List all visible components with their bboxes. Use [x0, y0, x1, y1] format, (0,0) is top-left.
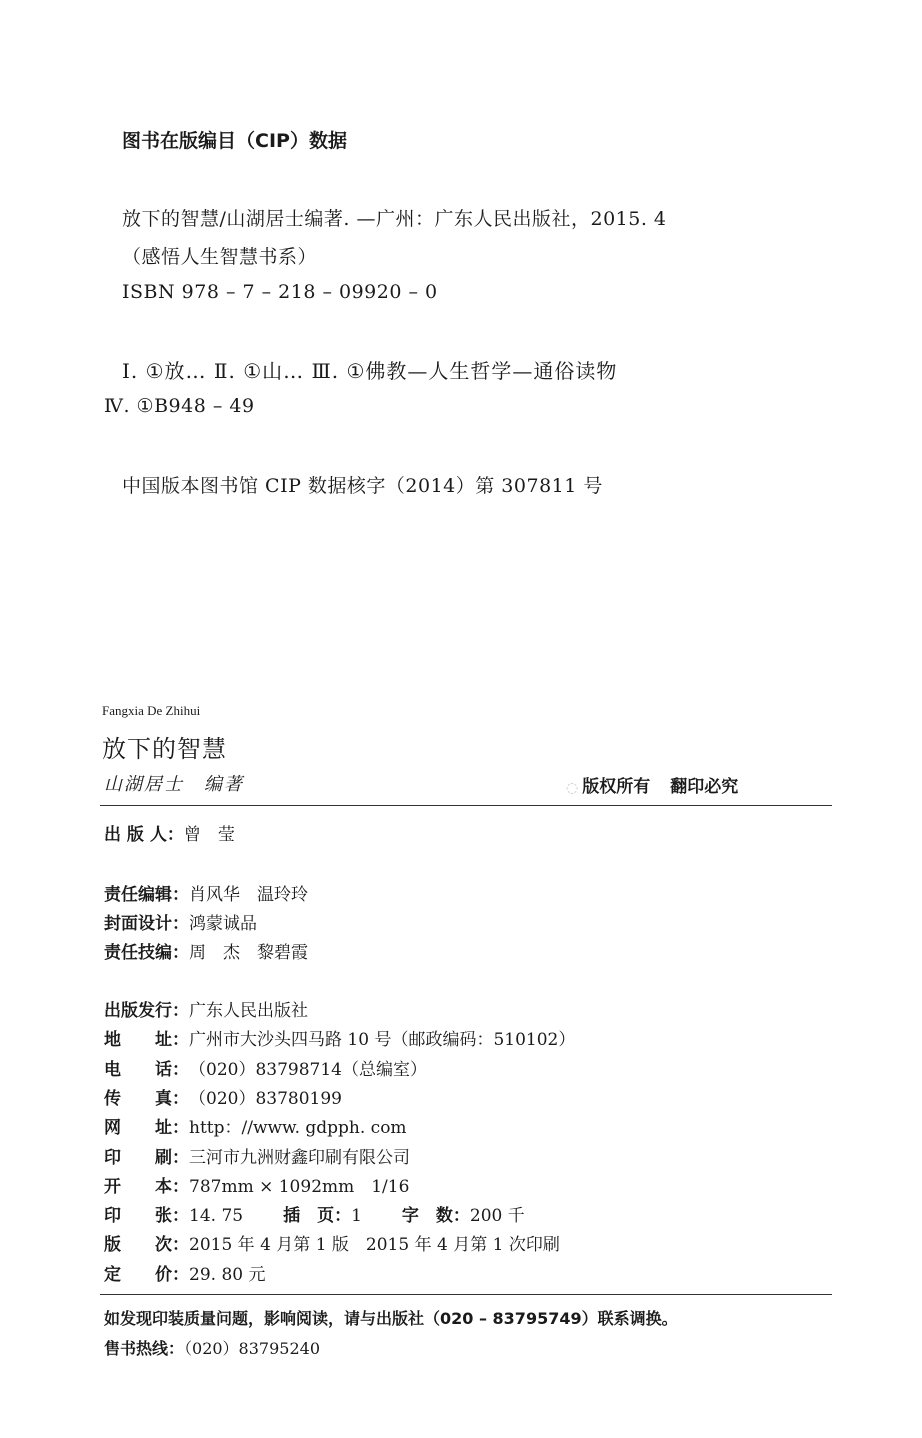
cover-design-label: 封面设计：	[104, 914, 189, 934]
bottom-divider	[100, 1294, 832, 1295]
sheets-value: 14. 75	[189, 1206, 244, 1226]
website-row	[104, 1113, 407, 1138]
format-label: 开 本：	[104, 1177, 189, 1197]
cover-design-value: 鸿蒙诚品	[189, 914, 257, 934]
cip-subjects: Ⅰ. ①放… Ⅱ. ①山… Ⅲ. ①佛教—人生哲学—通俗读物	[122, 359, 618, 383]
quality-notice-text: 如发现印装质量问题，影响阅读，请与出版社（020 – 83795749）联系调换。	[104, 1309, 678, 1328]
cip-record-title: 放下的智慧/山湖居士编著. —广州：广东人民出版社，2015. 4	[122, 208, 667, 230]
sales-hotline-label: 售书热线：	[104, 1339, 185, 1358]
distributor-value: 广东人民出版社	[189, 1001, 308, 1021]
fax-value: （020）83780199	[189, 1089, 342, 1109]
phone-label: 电 话：	[104, 1060, 189, 1080]
author-line	[104, 770, 244, 796]
publisher-row	[104, 820, 235, 845]
sales-hotline-row	[104, 1336, 320, 1359]
sheets-row	[104, 1201, 525, 1226]
price-value: 29. 80 元	[189, 1265, 266, 1285]
tech-editor-value: 周 杰 黎碧霞	[189, 943, 308, 963]
rights-reserved: 版权所有	[582, 777, 651, 797]
fax-label: 传 真：	[104, 1089, 189, 1109]
top-divider	[100, 805, 832, 806]
publisher-label: 出 版 人：	[104, 825, 184, 845]
cip-verification-number: 中国版本图书馆 CIP 数据核字（2014）第 307811 号	[122, 475, 603, 497]
distributor-row	[104, 996, 308, 1021]
cover-design-row	[104, 909, 257, 934]
tech-editor-row	[104, 938, 308, 963]
printer-row	[104, 1143, 410, 1168]
book-title: 放下的智慧	[102, 735, 227, 763]
rights-notice	[566, 772, 738, 797]
printer-label: 印 刷：	[104, 1148, 189, 1168]
website-label: 网 址：	[104, 1118, 189, 1138]
address-row	[104, 1025, 575, 1050]
quality-notice	[104, 1306, 678, 1329]
edition-label: 版 次：	[104, 1235, 189, 1255]
cip-isbn: ISBN 978 – 7 – 218 – 09920 – 0	[122, 281, 438, 303]
author-role: 编著	[204, 774, 244, 795]
printer-value: 三河市九洲财鑫印刷有限公司	[189, 1148, 410, 1168]
address-value: 广州市大沙头四马路 10 号（邮政编码：510102）	[189, 1030, 576, 1050]
no-reprint-notice: 翻印必究	[670, 777, 739, 797]
address-label: 地 址：	[104, 1030, 189, 1050]
sales-hotline-value: （020）83795240	[184, 1339, 320, 1358]
book-pinyin-title: Fangxia De Zhihui	[102, 703, 201, 718]
editor-label: 责任编辑：	[104, 885, 189, 905]
author-name: 山湖居士	[104, 774, 184, 795]
publisher-value: 曾 莹	[183, 825, 235, 845]
format-row	[104, 1172, 409, 1197]
phone-value: （020）83798714（总编室）	[189, 1060, 427, 1080]
fax-row	[104, 1084, 342, 1109]
price-row	[104, 1260, 265, 1285]
distributor-label: 出版发行：	[104, 1001, 189, 1021]
website-value: http：//www. gdpph. com	[189, 1118, 407, 1138]
editor-row	[104, 880, 308, 905]
price-label: 定 价：	[104, 1265, 189, 1285]
tech-editor-label: 责任技编：	[104, 943, 189, 963]
edition-row	[104, 1230, 560, 1255]
editor-value: 肖风华 温玲玲	[189, 885, 308, 905]
phone-row	[104, 1055, 427, 1080]
cip-classification: Ⅳ. ①B948 – 49	[104, 395, 255, 417]
copyright-mark-icon: ◌	[566, 780, 579, 796]
plates-label: 插 页：	[283, 1206, 352, 1226]
cip-heading: 图书在版编目（CIP）数据	[122, 130, 347, 152]
cip-series: （感悟人生智慧书系）	[122, 246, 318, 268]
word-count-value: 200 千	[469, 1206, 525, 1226]
edition-value: 2015 年 4 月第 1 版 2015 年 4 月第 1 次印刷	[189, 1235, 560, 1255]
sheets-label: 印 张：	[104, 1206, 189, 1226]
format-value: 787mm × 1092mm 1/16	[189, 1177, 410, 1197]
word-count-label: 字 数：	[401, 1206, 470, 1226]
plates-value: 1	[351, 1206, 362, 1226]
